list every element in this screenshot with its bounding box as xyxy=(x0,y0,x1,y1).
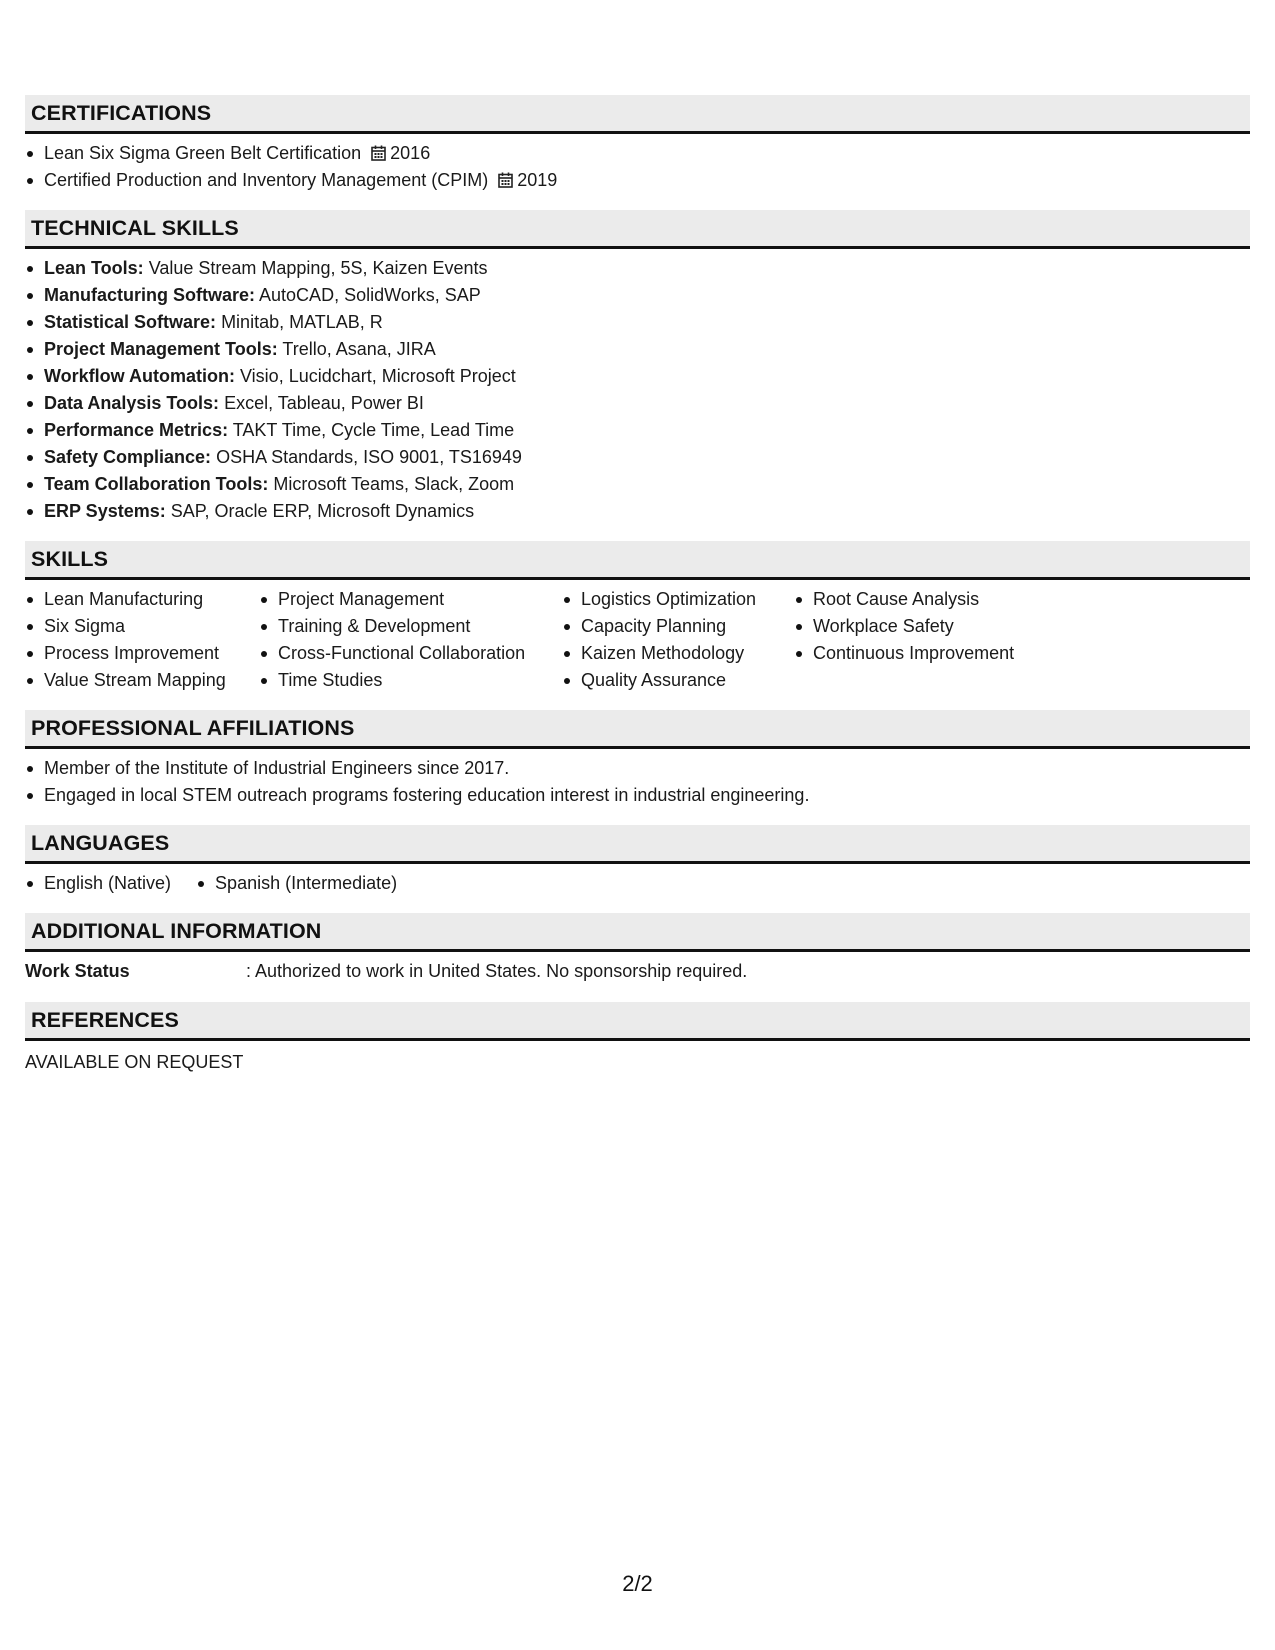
list-item: Project Management xyxy=(259,586,562,613)
skill-category: Project Management Tools: xyxy=(44,339,278,359)
list-item: Continuous Improvement xyxy=(794,640,1054,667)
list-item xyxy=(25,255,1250,282)
work-status-value: : Authorized to work in United States. No sponsorship required. xyxy=(246,961,748,981)
skills-column xyxy=(794,586,1054,694)
skill-category: Statistical Software: xyxy=(44,312,217,332)
languages-section xyxy=(25,825,1250,897)
list-item xyxy=(25,282,1250,309)
list-item: Cross-Functional Collaboration xyxy=(259,640,562,667)
certification-name: Certified Production and Inventory Management (CPIM) xyxy=(44,170,489,190)
calendar-icon xyxy=(498,172,513,188)
list-item: Quality Assurance xyxy=(562,667,794,694)
affiliations-list xyxy=(25,755,1250,809)
skill-values: Visio, Lucidchart, Microsoft Project xyxy=(240,366,516,386)
list-item xyxy=(25,167,1250,194)
list-item: Logistics Optimization xyxy=(562,586,794,613)
page-number: 2/2 xyxy=(622,1571,653,1596)
skill-values: Excel, Tableau, Power BI xyxy=(224,393,424,413)
list-item: Value Stream Mapping xyxy=(25,667,259,694)
list-item: Training & Development xyxy=(259,613,562,640)
skill-category: Performance Metrics: xyxy=(44,420,229,440)
technical-skills-section xyxy=(25,210,1250,525)
resume-page xyxy=(25,95,1250,1091)
certifications-list xyxy=(25,140,1250,194)
list-item xyxy=(25,336,1250,363)
list-item: Time Studies xyxy=(259,667,562,694)
skills-grid xyxy=(25,586,1250,694)
list-item: English (Native) xyxy=(25,870,171,897)
section-title: TECHNICAL SKILLS xyxy=(25,210,1250,249)
list-item xyxy=(25,444,1250,471)
list-item: Kaizen Methodology xyxy=(562,640,794,667)
skill-category: Lean Tools: xyxy=(44,258,144,278)
skill-values: Microsoft Teams, Slack, Zoom xyxy=(273,474,515,494)
section-title: CERTIFICATIONS xyxy=(25,95,1250,134)
list-item xyxy=(25,309,1250,336)
list-item: Capacity Planning xyxy=(562,613,794,640)
list-item: Six Sigma xyxy=(25,613,259,640)
additional-information-section xyxy=(25,913,1250,986)
skill-category: Manufacturing Software: xyxy=(44,285,256,305)
calendar-icon xyxy=(371,145,386,161)
skill-values: Value Stream Mapping, 5S, Kaizen Events xyxy=(148,258,488,278)
certification-name: Lean Six Sigma Green Belt Certification xyxy=(44,143,362,163)
skills-section xyxy=(25,541,1250,694)
skill-category: Team Collaboration Tools: xyxy=(44,474,269,494)
skill-values: SAP, Oracle ERP, Microsoft Dynamics xyxy=(170,501,475,521)
skill-values: OSHA Standards, ISO 9001, TS16949 xyxy=(216,447,522,467)
list-item: Root Cause Analysis xyxy=(794,586,1054,613)
certification-year: 2016 xyxy=(390,143,431,163)
list-item: Process Improvement xyxy=(25,640,259,667)
section-title: PROFESSIONAL AFFILIATIONS xyxy=(25,710,1250,749)
list-item: Member of the Institute of Industrial Engineers since 2017. xyxy=(25,755,1250,782)
skill-category: ERP Systems: xyxy=(44,501,166,521)
certification-year: 2019 xyxy=(517,170,558,190)
list-item xyxy=(25,471,1250,498)
certifications-section xyxy=(25,95,1250,194)
references-section xyxy=(25,1002,1250,1075)
list-item: Workplace Safety xyxy=(794,613,1054,640)
skill-category: Workflow Automation: xyxy=(44,366,235,386)
list-item xyxy=(25,363,1250,390)
section-title: REFERENCES xyxy=(25,1002,1250,1041)
section-title: ADDITIONAL INFORMATION xyxy=(25,913,1250,952)
list-item: Engaged in local STEM outreach programs fostering education interest in industrial engineering. xyxy=(25,782,1250,809)
list-item xyxy=(25,140,1250,167)
skill-values: AutoCAD, SolidWorks, SAP xyxy=(259,285,481,305)
list-item: Spanish (Intermediate) xyxy=(196,870,397,897)
section-title: SKILLS xyxy=(25,541,1250,580)
list-item xyxy=(25,498,1250,525)
list-item xyxy=(25,390,1250,417)
work-status-label: Work Status xyxy=(25,961,130,981)
work-status-row xyxy=(25,956,1250,986)
skills-column xyxy=(562,586,794,694)
references-text: AVAILABLE ON REQUEST xyxy=(25,1052,244,1072)
skill-values: Minitab, MATLAB, R xyxy=(221,312,383,332)
technical-skills-list xyxy=(25,255,1250,525)
skills-column xyxy=(25,586,259,694)
languages-list xyxy=(25,870,1250,897)
skill-category: Data Analysis Tools: xyxy=(44,393,220,413)
list-item: Lean Manufacturing xyxy=(25,586,259,613)
skill-values: TAKT Time, Cycle Time, Lead Time xyxy=(232,420,515,440)
section-title: LANGUAGES xyxy=(25,825,1250,864)
skill-category: Safety Compliance: xyxy=(44,447,212,467)
list-item xyxy=(25,417,1250,444)
skill-values: Trello, Asana, JIRA xyxy=(282,339,436,359)
affiliations-section xyxy=(25,710,1250,809)
skills-column xyxy=(259,586,562,694)
